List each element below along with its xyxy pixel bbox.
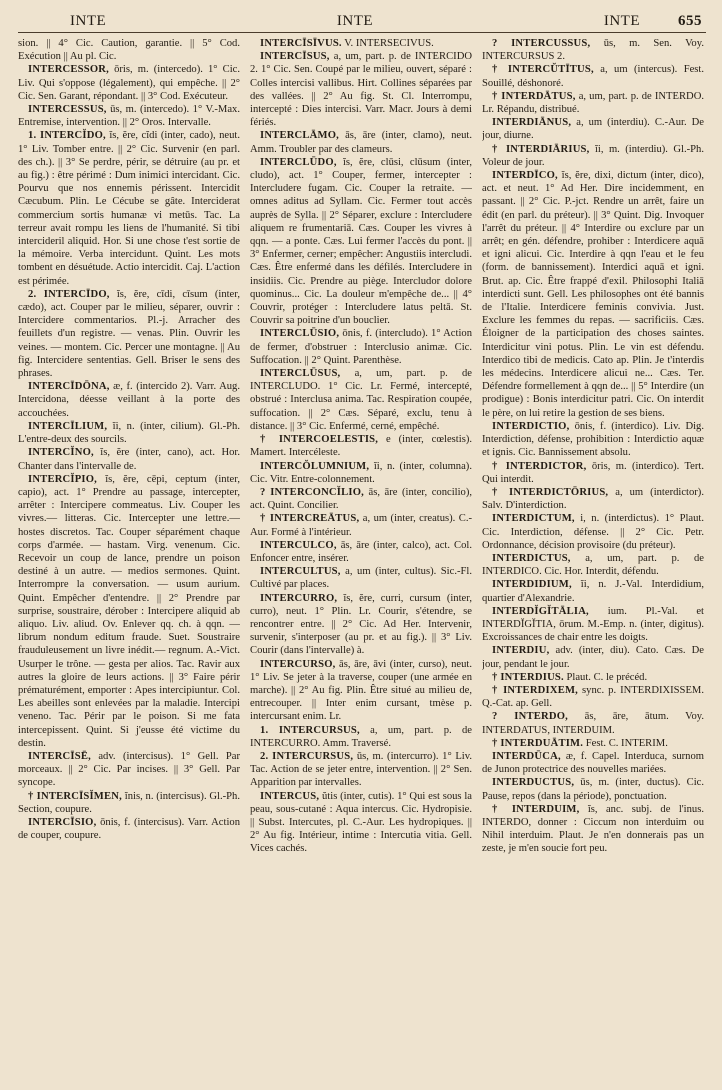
dictionary-entry <box>18 473 240 750</box>
running-header <box>18 8 706 33</box>
entry-definition: ās, āre (inter, clamo), neut. Amm. Troubler par des clameurs. <box>250 130 472 155</box>
header-left-guide-word: INTE <box>70 13 107 29</box>
header-center-guide-word: INTE <box>336 13 374 29</box>
entry-definition: ās, āre, ātum. Voy. INTERDATUS, INTERDUIM. <box>482 711 704 736</box>
entry-headword: INTERCĪSĪVUS. <box>260 38 342 49</box>
entry-definition: a, um, part. p. de INTERCLUDO. 1° Cic. Lr. Fermé, intercepté, obstrué : Interclusa anima. Tac. Respiration coupée, suffocation. || 2° Cæs. Séparé, exclu, tenu à distance. || 3° Cic. Enfermé, cerné, empêché. <box>250 368 472 432</box>
entry-headword: INTERCŎLUMNIUM, <box>260 460 370 472</box>
entry-headword: ? INTERDO, <box>492 711 569 723</box>
entry-definition: adv. (intercisus). 1° Gell. Par morceaux. || 2° Cic. Par incises. || 3° Gell. Par syncope. <box>18 750 240 789</box>
entry-headword: INTERCURSO, <box>260 658 336 670</box>
dictionary-entry <box>482 684 704 710</box>
dictionary-entry <box>482 460 704 486</box>
entry-definition: ĭs, ĕre, dixi, dictum (inter, dico), act. et neut. 1° Ad Her. Dire incidemment, en passant. || 2° Cic. P.-jct. Rendre un arrêt, faire un édit (en parl. du préteur). || 3° Quint. Dig. Invoquer l'arrêt du préteur. || 4° Interdire ou exclure par un arrêt; en gén. défendre, prohiber : Interdicere aquā et igni alicui. Cic. Interdire à qqn l'eau et le feu (form. de bannissement). Interdici aquā et igni. Brut. ap. Cic. Être frappé d'exil. Philosophi Italiā interdicti sunt. Gell. Les philosophes ont été bannis de l'Italie. Interdicere feminis convivia. Just. Exclure les femmes du repas. — sacrificiis. Cæs. Éloigner de la participation des choses saintes. Interdicitur vini potus. Plin. Le vin est défendu. Interdico tibi de medicis. Cato ap. Plin. Je t'interdis les médecins. Interdicere alicui ne... Cæs. Ter. Défendre formellement à qqn de... || 5° Interdire (un prodigue) : Bonis interdicitur patri. Cic. On interdit le père, on lui retire la gestion de ses biens. <box>482 170 704 419</box>
entry-headword: † INTERDUIM, <box>492 803 580 815</box>
dictionary-entry <box>18 750 240 790</box>
entry-definition: ĭi, n. J.-Val. Interdidium, quartier d'Alexandrie. <box>482 579 704 604</box>
entry-headword: INTERCĪDŌNA, <box>28 381 110 393</box>
dictionary-entry <box>250 592 472 658</box>
entry-definition: ōnis, f. (intercisus). Varr. Action de couper, coupure. <box>18 816 240 842</box>
dictionary-entry <box>18 380 240 420</box>
dictionary-entry <box>18 816 240 842</box>
entry-definition: a, um (inter, creatus). C.-Aur. Formé à l'intérieur. <box>250 513 472 538</box>
entry-headword: † INTERDICTŌRIUS, <box>492 486 609 498</box>
entry-headword: INTERDIĀNUS, <box>492 117 572 129</box>
entry-headword: INTERCĪSIO, <box>28 816 97 828</box>
dictionary-entry <box>18 37 240 63</box>
entry-headword: 2. INTERCĪDO, <box>28 288 110 300</box>
dictionary-entry <box>482 710 704 736</box>
entry-headword: INTERCURRO, <box>260 592 338 604</box>
dictionary-entry <box>482 143 704 169</box>
dictionary-entry <box>250 486 472 512</box>
column-right <box>482 37 704 1087</box>
dictionary-entry <box>250 790 472 856</box>
dictionary-entry <box>250 367 472 433</box>
entry-definition: ās, āre (inter, calco), act. Col. Enfoncer entre, insérer. <box>250 539 472 564</box>
entry-definition: ūs, m. Sen. Voy. INTERCURSUS 2. <box>482 38 704 63</box>
entry-definition: ās, āre (inter, concilio), act. Quint. Concilier. <box>250 486 472 512</box>
entry-definition: ĭi, n. (inter, columna). Cic. Vitr. Entre-colonnement. <box>250 460 472 485</box>
dictionary-entry <box>482 737 704 750</box>
entry-definition: ūs, m. (intercedo). 1° V.-Max. Entremise, intervention. || 2° Oros. Intervalle. <box>18 104 240 129</box>
entry-definition: a, um, part. p. de INTERDICO. Cic. Hor. Interdit, défendu. <box>482 552 704 578</box>
dictionary-entry <box>250 724 472 750</box>
entry-headword: INTERDICTUS, <box>492 552 571 564</box>
dictionary-entry <box>482 671 704 684</box>
entry-headword: INTERCESSOR, <box>28 64 109 76</box>
entry-headword: † INTERDUĀTIM. <box>492 737 584 749</box>
dictionary-entry <box>482 63 704 89</box>
entry-definition: ium. Pl.-Val. et INTERDĬGĬTIA, ōrum. M.-Emp. n. (inter, digitus). Excroissances de chair entre les doigts. <box>482 605 704 644</box>
entry-headword: INTERCLŪSIO, <box>260 328 340 340</box>
entry-definition: ĭi, n. (inter, cilium). Gl.-Ph. L'entre-deux des sourcils. <box>18 420 240 446</box>
dictionary-entry <box>482 605 704 645</box>
entry-headword: INTERCESSUS, <box>28 104 107 116</box>
entry-definition: V. INTERSECIVUS. <box>341 38 434 49</box>
dictionary-entry <box>18 103 240 129</box>
entry-headword: INTERDUCTUS, <box>492 777 575 789</box>
dictionary-entry <box>250 156 472 328</box>
entry-headword: INTERDĬGĬTĀLIA, <box>492 605 589 617</box>
entry-headword: INTERDŪCA, <box>492 750 561 762</box>
entry-definition: ĭs, ĕre (inter, cano), act. Hor. Chanter dans l'intervalle de. <box>18 447 240 472</box>
entry-headword: INTERCĪSĒ, <box>28 750 91 762</box>
dictionary-entry <box>482 644 704 670</box>
dictionary-entry <box>482 90 704 116</box>
dictionary-entry <box>482 116 704 142</box>
entry-definition: ās, āre, āvi (inter, curso), neut. 1° Liv. Se jeter à la traverse, couper (une armée en marche). || 2° Au fig. Plin. Être situé au milieu de, entrecouper. || Inter enim cursant, tmèse p. intercursant enim. Lr. <box>250 658 472 723</box>
dictionary-entry <box>250 750 472 790</box>
dictionary-entry <box>250 327 472 367</box>
entry-definition: ōris, m. (intercedo). 1° Cic. Liv. Qui s'oppose (légalement), qui empêche. || 2° Cic. Sen. Garant, répondant. || 3° Cod. Exécuteur. <box>18 64 240 102</box>
entry-definition: ūs, m. (inter, ductus). Cic. Pause, repos (dans la période), ponctuation. <box>482 777 704 802</box>
entry-headword: INTERCLŪSUS, <box>260 368 341 380</box>
dictionary-entry <box>482 803 704 856</box>
entry-definition: æ, f. Capel. Interduca, surnom de Junon protectrice des nouvelles mariées. <box>482 750 704 776</box>
entry-headword: † INTERDĀTUS, <box>492 90 576 102</box>
entry-definition: ĭnis, n. (intercisus). Gl.-Ph. Section, coupure. <box>18 790 240 815</box>
entry-definition: æ, f. (intercido 2). Varr. Aug. Intercidona, déesse veillant à la porte des accouchées. <box>18 381 240 419</box>
entry-headword: † INTERDIĀRIUS, <box>492 143 590 155</box>
entry-definition: ĭs, ĕre, cēpi, ceptum (inter, capio), act. 1° Prendre au passage, intercepter, arrêter : Intercipere commeatus. Liv. Couper les vivres.— litteras. Cic. Intercepter une lettre.— hostes discretos. Tac. Couper séparément chaque corps d'armée. — hastam. Virg. venenum. Cic. Recevoir un coup de lance, prendre un poison destiné à un autre. — medios sermones. Quint. Interrompre la conversation. — usum aurium. Quint. Empêcher d'entendre. || 2° Prendre par surprise, soustraire, dérober : Intercipere aliquid ab aliquo. Liv. aliud. Ov. Enlever qq. ch. à qqn. — librum nondum editum fraude. Suet. Soustraire frauduleusement un livre inédit.— regnum. A.-Vict. Usurper le trône. — gesta per alios. Tac. Ravir aux autres la gloire de leurs actions. || 3° Faire périr prématurément, emporter : Apes intercipiuntur. Col. Les abeilles sont enlevées par la maladie. Intercipi veneno. Tac. Périr par le poison. Si me fata intercepissent. Quint. Si j'eusse été victime du destin. <box>18 473 240 749</box>
dictionary-entry <box>482 776 704 802</box>
entry-headword: † INTERCĪSĬMEN, <box>28 790 122 802</box>
dictionary-entry <box>250 129 472 155</box>
dictionary-entry <box>18 288 240 380</box>
dictionary-entry <box>250 460 472 486</box>
entry-headword: INTERCLĀMO, <box>260 130 340 142</box>
entry-definition: i, n. (interdictus). 1° Plaut. Cic. Interdiction, défense. || 2° Cic. Petr. Ordonnance, décision provisoire (du préteur). <box>482 513 704 551</box>
entry-headword: 2. INTERCURSUS, <box>260 750 354 762</box>
entry-headword: INTERCULCO, <box>260 539 337 551</box>
page-number: 655 <box>678 13 702 29</box>
entry-headword: INTERCĬPIO, <box>28 473 98 485</box>
dictionary-entry <box>250 539 472 565</box>
entry-definition: Fest. C. INTERIM. <box>583 737 668 749</box>
dictionary-entry <box>482 512 704 552</box>
entry-definition: ĭi, m. (interdiu). Gl.-Ph. Voleur de jour. <box>482 143 704 168</box>
dictionary-entry <box>18 63 240 103</box>
entry-definition: a, um (inter, cultus). Sic.-Fl. Cultivé par places. <box>250 566 472 591</box>
dictionary-entry <box>482 578 704 604</box>
entry-definition: sync. p. INTERDIXISSEM. Q.-Cat. ap. Gell. <box>482 684 704 710</box>
dictionary-entry <box>18 790 240 816</box>
entry-headword: INTERCULTUS, <box>260 566 341 578</box>
entry-headword: † INTERDIXEM, <box>492 684 579 696</box>
entry-definition: ōnis, f. (interdico). Liv. Dig. Interdiction, défense, prohibition : Interdictio aquæ et ignis. Cic. Bannissement absolu. <box>482 420 704 459</box>
dictionary-entry <box>482 552 704 578</box>
entry-headword: 1. INTERCURSUS, <box>260 724 360 736</box>
entry-definition: a, um, part. p. de INTERCURRO. Amm. Traversé. <box>250 724 472 749</box>
column-middle <box>250 37 472 1087</box>
entry-definition: ĭs, ĕre, clūsi, clūsum (inter, cludo), act. 1° Couper, fermer, intercepter : Intercludere fugam. Cic. Couper la retraite. — omnes aditus ad Syllam. Cic. Fermer tout accès auprès de Sylla. || 2° Séparer, exclure : Intercludere aliquem re frumentariā. Cæs. Couper les vivres à qqn. — a ponte. Cæs. Lui fermer l'accès du pont. || 3° Enfermer, cerner; empêcher: Angustiis intercludi. Cæs. Être enfermé dans les défilés. Intercludere in insidiis. Cic. Prendre au piège. Intercludor dolore quominus... Cic. La douleur m'empêche de... || 4° Couvrir, protéger : Intercludere latus peltā. St. Couvrir sa poitrine d'un bouclier. <box>250 156 472 327</box>
entry-headword: INTERDICTIO, <box>492 420 570 432</box>
dictionary-entry <box>250 433 472 459</box>
entry-definition: ŭtis (inter, cutis). 1° Qui est sous la peau, sous-cutané : Aqua intercus. Cic. Hydropisie. || Subst. Intercutes, pl. C.-Aur. Les hydropiques. || 2° Au fig. Intérieur, intime : Intercutia vitia. Gell. Vices cachés. <box>250 790 472 855</box>
entry-definition: sion. || 4° Cic. Caution, garantie. || 5° Cod. Exécution || Au pl. Cic. <box>18 38 240 63</box>
dictionary-entry <box>250 37 472 50</box>
entry-headword: † INTERDIUS. <box>492 671 564 683</box>
entry-definition: ĭs, ĕre, cĭdi (inter, cado), neut. 1° Liv. Tomber entre. || 2° Cic. Survenir (en parl. des ch.). || 3° Se perdre, périr, se détruire (au pr. et au fig.) : être périmé : Dum inimici intercidant. Cic. Pourvu que nos ennemis périssent. Intercidit Cæcubum. Plin. Le Cécube se gâte. Interciderat commercium sortis humanæ vi metūs. Tac. La terreur avait rompu les liens de l'humanité. Si tibi intercideril aliquid. Hor. Si une chose t'est sortie de la mémoire. Verba intercidunt. Quint. Les mots tombent en désuétude. Actio intercidit. Caj. L'action est périmée. <box>18 130 240 287</box>
entry-definition: a, um (interdictor). Salv. D'interdiction. <box>482 486 704 512</box>
column-left <box>18 37 240 1087</box>
dictionary-entry <box>250 512 472 538</box>
entry-definition: ĭs, ĕre, cīdi, cīsum (inter, cædo), act. Couper par le milieu, séparer, ouvrir : Intercidere commentarios. Pl.-j. Arracher des feuillets d'un registre. — venas. Plin. Ouvrir les veines. — montem. Cic. Percer une montagne. || Au fig. Intercidere sententias. Gell. Briser le sens des phrases. <box>18 288 240 380</box>
entry-definition: a, um (intercus). Fest. Souillé, déshonoré. <box>482 64 704 89</box>
dictionary-entry <box>482 37 704 63</box>
entry-definition: a, um, part. p. de INTERCIDO 2. 1° Cic. Sen. Coupé par le milieu, ouvert, séparé : Colles intercisi vallibus. Hirt. Collines séparées par des vallées. || 2° Au fig. St. Cl. Interrompu, intercepté : Dies intercisi. Varr. Macr. Jours à demi fériés. <box>250 51 472 129</box>
entry-headword: † INTERCOELESTIS, <box>260 434 379 446</box>
entry-headword: † INTERCŬTĪTUS, <box>492 64 594 76</box>
dictionary-entry <box>250 50 472 129</box>
entry-headword: 1. INTERCĬDO, <box>28 130 106 142</box>
entry-definition: ūs, m. (intercurro). 1° Liv. Tac. Action de se jeter entre, intervention. || 2° Sen. Apparition par intervalles. <box>250 750 472 789</box>
entry-headword: INTERCLŪDO, <box>260 156 337 168</box>
dictionary-entry <box>250 658 472 724</box>
dictionary-entry <box>482 420 704 460</box>
header-right-guide-word: INTE <box>603 13 640 29</box>
dictionary-entry <box>18 129 240 287</box>
entry-definition: a, um (interdiu). C.-Aur. De jour, diurne. <box>482 117 704 142</box>
dictionary-entry <box>250 565 472 591</box>
entry-definition: ōris, m. (interdico). Tert. Qui interdit. <box>482 460 704 485</box>
entry-headword: ? INTERCONCĬLIO, <box>260 486 364 498</box>
entry-headword: † INTERDICTOR, <box>492 460 587 472</box>
entry-headword: INTERCĬNO, <box>28 447 94 459</box>
entry-headword: INTERCĪLIUM, <box>28 420 108 432</box>
dictionary-entry <box>18 420 240 446</box>
entry-headword: INTERDIU, <box>492 645 550 657</box>
dictionary-entry <box>482 486 704 512</box>
entry-headword: ? INTERCUSSUS, <box>492 38 591 49</box>
dictionary-entry <box>18 446 240 472</box>
entry-headword: † INTERCREĀTUS, <box>260 513 360 525</box>
text-columns <box>18 37 706 1087</box>
entry-definition: ōnis, f. (intercludo). 1° Action de fermer, d'obstruer : Interclusio animæ. Cic. Suffocation. || 2° Quint. Parenthèse. <box>250 328 472 366</box>
entry-headword: INTERDIDIUM, <box>492 579 572 591</box>
entry-definition: ĭs, anc. subj. de l'inus. INTERDO, donner : Ciccum non interduim ou Nihil interduim. Plaut. Je n'en donnerais pas un zeste, je m'en soucie fort peu. <box>482 803 704 855</box>
entry-definition: ĭs, ĕre, curri, cursum (inter, curro), neut. 1° Plin. Lr. Courir, s'étendre, se rencontrer entre. || 2° Cic. Ad Her. Intervenir, survenir, s'interposer (au pr. et au fig.). || 3° Liv. Courir (dans l'intervalle) à. <box>250 592 472 657</box>
dictionary-entry <box>482 750 704 776</box>
entry-headword: INTERDĪCO, <box>492 170 558 182</box>
dictionary-entry <box>482 169 704 420</box>
entry-headword: INTERCUS, <box>260 790 320 802</box>
entry-definition: Plaut. C. le précéd. <box>563 671 648 683</box>
entry-definition: adv. (inter, diu). Cato. Cæs. De jour, pendant le jour. <box>482 645 704 670</box>
entry-headword: INTERDICTUM, <box>492 513 575 525</box>
entry-headword: INTERCĪSUS, <box>260 51 330 63</box>
entry-definition: e (inter, cœlestis). Mamert. Intercéleste. <box>250 434 472 459</box>
entry-definition: a, um, part. p. de INTERDO. Lr. Répandu, distribué. <box>482 90 704 116</box>
